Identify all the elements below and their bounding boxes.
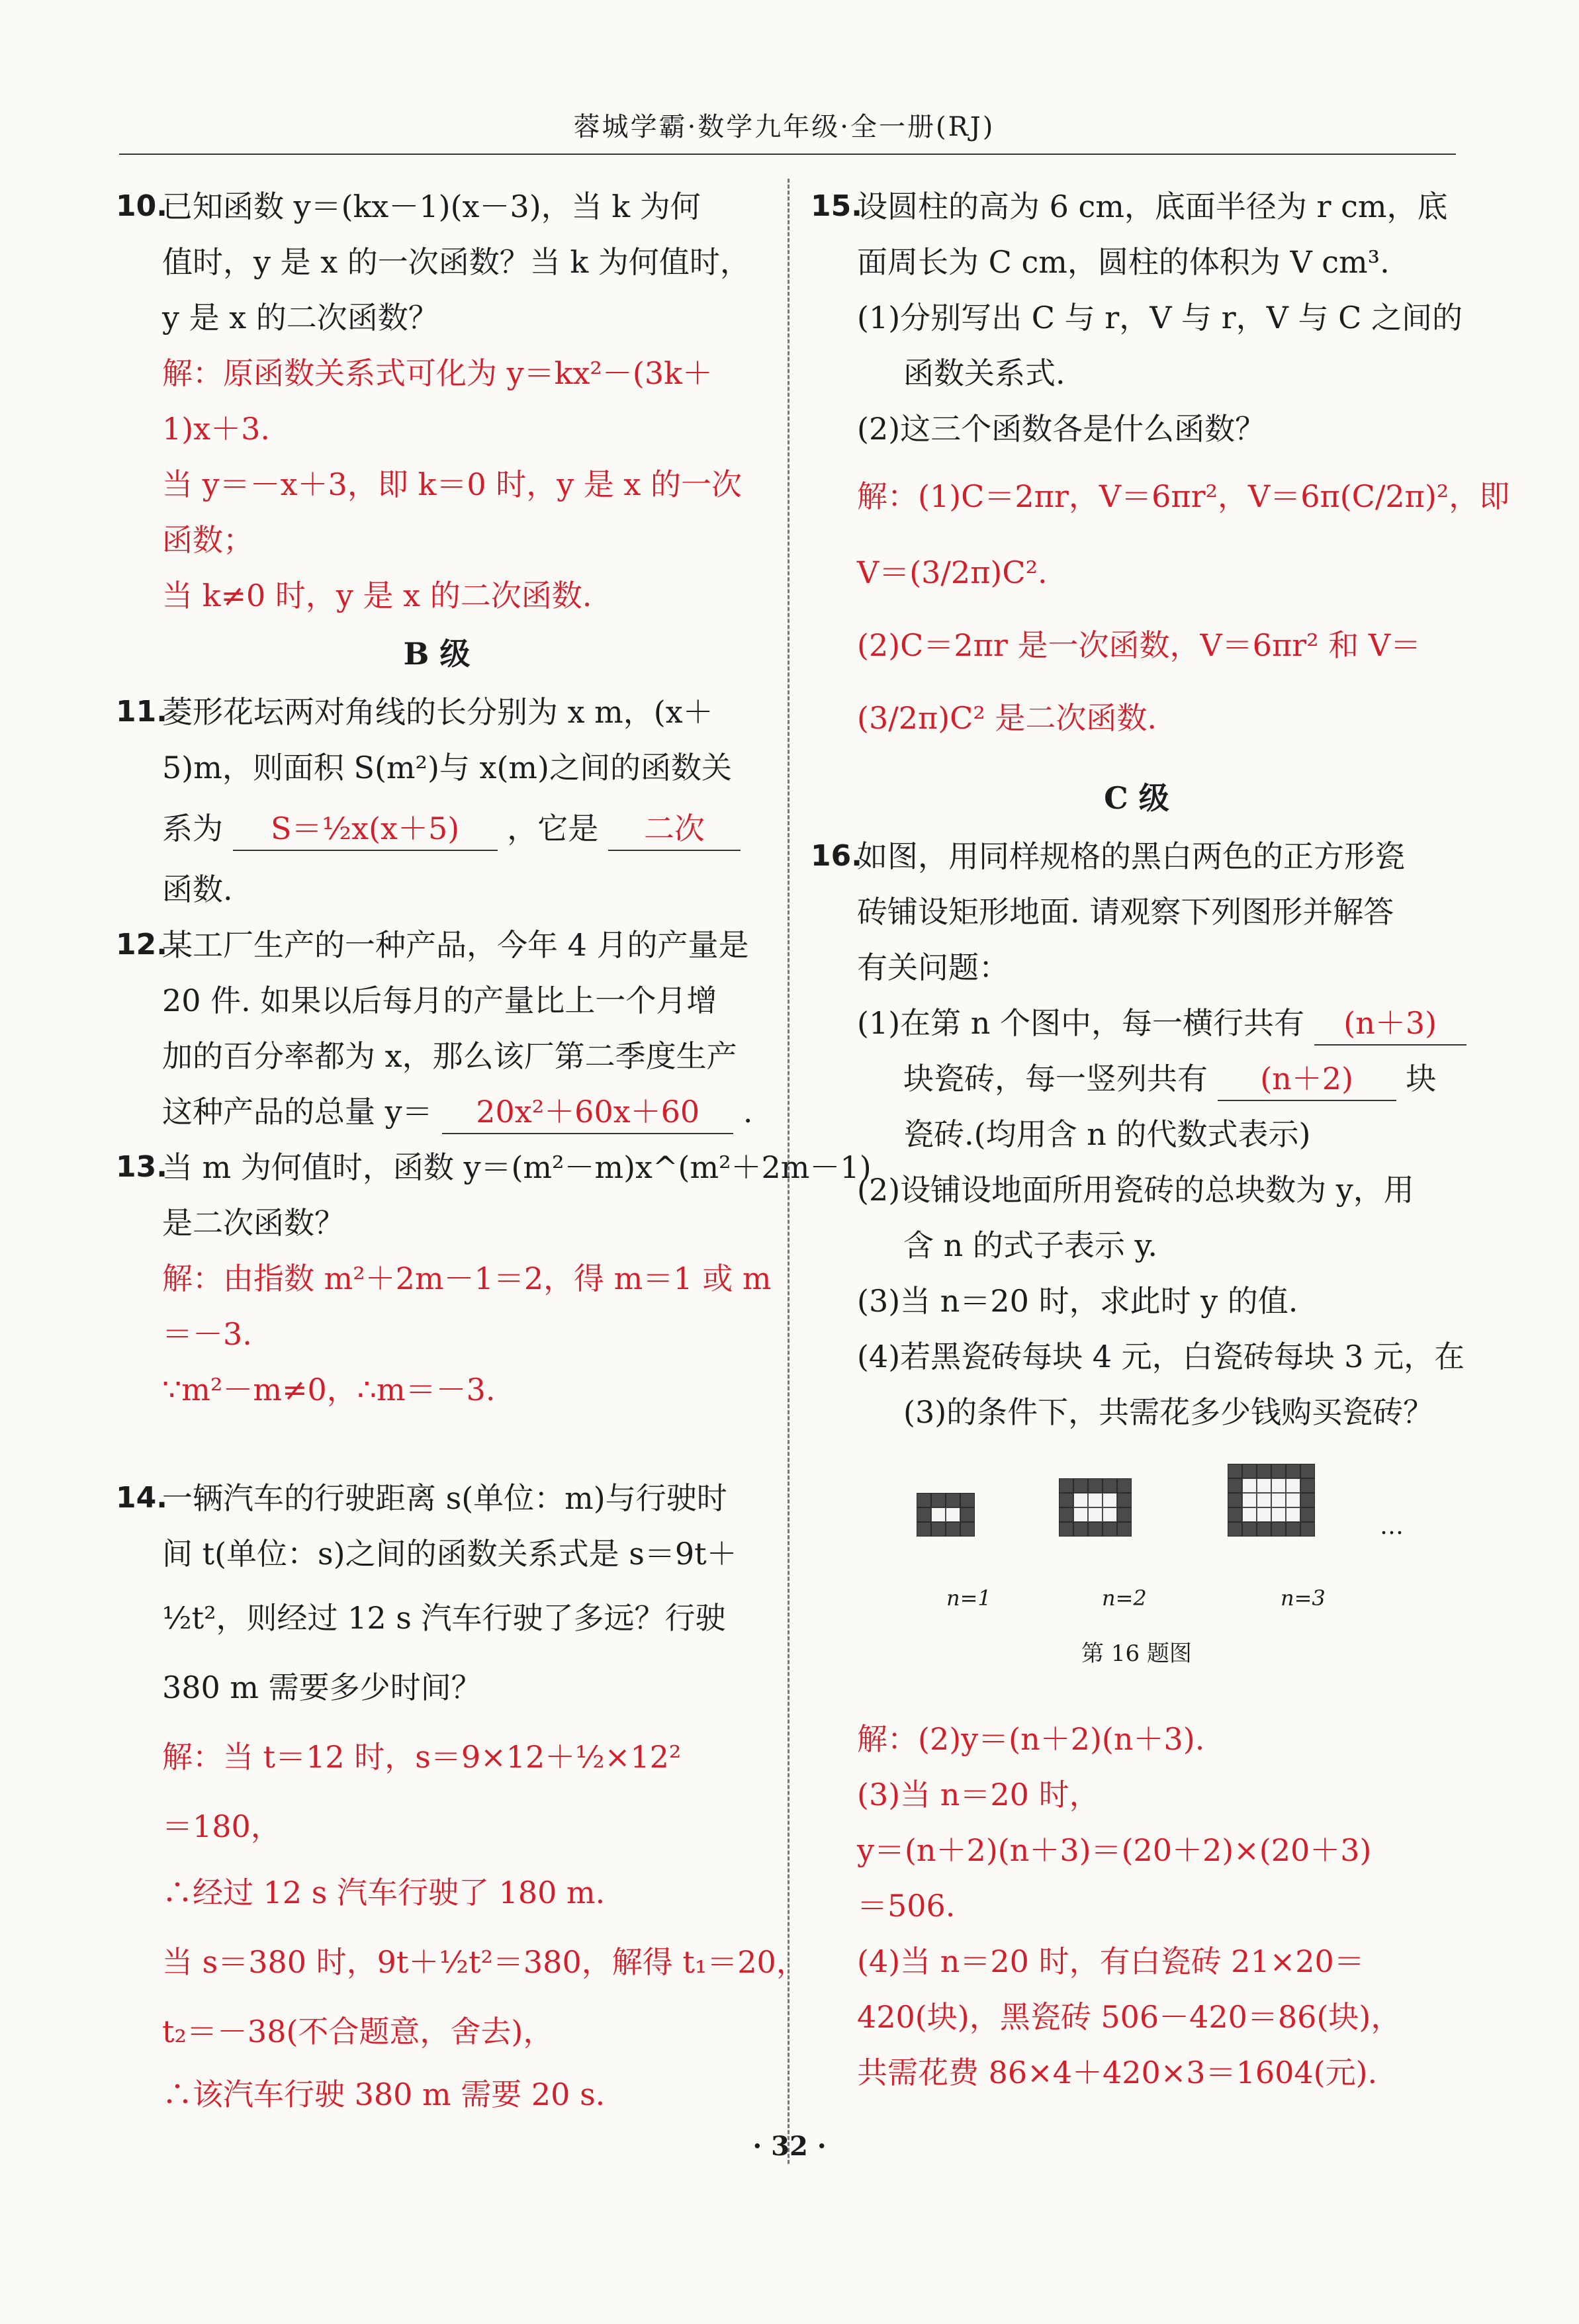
- white-tile: [1242, 1493, 1257, 1507]
- sub-question: (1)在第 n 个图中，每一横行共有: [857, 1005, 1305, 1041]
- question-12: [116, 917, 758, 1140]
- answer-blank: 20x²＋60x＋60: [442, 1091, 733, 1134]
- black-tile: [1228, 1464, 1242, 1478]
- answer-text: (2)C＝2πr 是一次函数，V＝6πr² 和 V＝: [857, 627, 1421, 663]
- black-tile: [1228, 1507, 1242, 1522]
- figure-label: n=3: [1281, 1586, 1326, 1611]
- sub-question: (2)设铺设地面所用瓷砖的总块数为 y，用: [857, 1172, 1414, 1208]
- question-text: 5)m，则面积 S(m²)与 x(m)之间的函数关: [162, 750, 732, 785]
- black-tile: [1257, 1522, 1271, 1537]
- level-c-heading: C 级: [1104, 780, 1169, 816]
- black-tile: [1059, 1478, 1073, 1493]
- black-tile: [917, 1522, 931, 1537]
- question-text: 面周长为 C cm，圆柱的体积为 V cm³.: [857, 244, 1390, 280]
- black-tile: [1117, 1493, 1132, 1507]
- answer-text: ∵m²－m≠0，∴m＝－3.: [162, 1372, 496, 1408]
- figure-label: n=1: [946, 1586, 991, 1611]
- question-text: 函数.: [162, 871, 233, 907]
- black-tile: [960, 1507, 975, 1522]
- black-tile: [1300, 1478, 1315, 1493]
- answer-text: 当 k≠0 时，y 是 x 的二次函数.: [162, 578, 592, 613]
- answer-text: V＝(3/2π)C².: [857, 555, 1048, 590]
- sub-question: (1)分别写出 C 与 r，V 与 r，V 与 C 之间的: [857, 300, 1463, 335]
- answer-text: y＝(n＋2)(n＋3)＝(20＋2)×(20＋3): [857, 1832, 1372, 1868]
- answer-blank: (n＋3): [1314, 1002, 1466, 1046]
- figure-label: n=2: [1102, 1586, 1147, 1611]
- black-tile: [1117, 1478, 1132, 1493]
- answer-blank: S＝½x(x＋5): [233, 807, 498, 851]
- answer-text: ∴经过 12 s 汽车行驶了 180 m.: [162, 1875, 606, 1910]
- question-text: 一辆汽车的行驶距离 s(单位：m)与行驶时: [162, 1480, 727, 1516]
- question-text: 当 m 为何值时，函数 y＝(m²－m)x^(m²＋2m－1): [162, 1149, 872, 1185]
- answer-text: 共需花费 86×4＋420×3＝1604(元).: [857, 2055, 1378, 2090]
- question-11: [116, 684, 758, 917]
- question-text: 设圆柱的高为 6 cm，底面半径为 r cm，底: [857, 189, 1448, 224]
- question-text: ，它是: [507, 811, 599, 846]
- question-text: 系为: [162, 811, 223, 846]
- question-number: 12.: [116, 928, 167, 961]
- black-tile: [1242, 1522, 1257, 1537]
- black-tile: [1059, 1507, 1073, 1522]
- tile-pattern-n1: [917, 1493, 975, 1537]
- answer-text: 1)x＋3.: [162, 411, 271, 447]
- level-b-heading: B 级: [403, 636, 471, 672]
- question-text: 如图，用同样规格的黑白两色的正方形瓷: [857, 838, 1405, 874]
- black-tile: [1103, 1522, 1117, 1537]
- figure-caption: 第 16 题图: [1081, 1640, 1192, 1667]
- sub-question: (3)当 n＝20 时，求此时 y 的值.: [857, 1283, 1298, 1319]
- answer-blank: 二次: [608, 807, 741, 851]
- black-tile: [1059, 1493, 1073, 1507]
- black-tile: [931, 1493, 946, 1507]
- black-tile: [1300, 1507, 1315, 1522]
- black-tile: [1073, 1522, 1088, 1537]
- white-tile: [1242, 1507, 1257, 1522]
- tile-pattern-n2: [1059, 1478, 1132, 1537]
- black-tile: [1073, 1478, 1088, 1493]
- black-tile: [1103, 1478, 1117, 1493]
- page-number: · 32 ·: [752, 2131, 827, 2162]
- question-16: [811, 828, 1463, 2100]
- question-13: [116, 1140, 872, 1417]
- black-tile: [1300, 1493, 1315, 1507]
- white-tile: [1286, 1493, 1300, 1507]
- answer-text: ＝－3.: [162, 1316, 252, 1352]
- question-number: 14.: [116, 1481, 167, 1515]
- question-text: 某工厂生产的一种产品，今年 4 月的产量是: [162, 927, 749, 963]
- answer-text: 420(块)，黑瓷砖 506－420＝86(块)，: [857, 1999, 1402, 2035]
- black-tile: [1257, 1464, 1271, 1478]
- question-15: [811, 179, 1510, 754]
- answer-text: ∴该汽车行驶 380 m 需要 20 s.: [162, 2077, 606, 2112]
- question-14: [116, 1470, 807, 2124]
- white-tile: [1088, 1507, 1103, 1522]
- answer-text: 解：当 t＝12 时，s＝9×12＋½×12²: [162, 1739, 682, 1775]
- black-tile: [1242, 1464, 1257, 1478]
- right-column: [811, 179, 1510, 2100]
- black-tile: [1300, 1522, 1315, 1537]
- white-tile: [1073, 1493, 1088, 1507]
- black-tile: [1088, 1522, 1103, 1537]
- answer-text: 函数；: [162, 522, 253, 558]
- black-tile: [917, 1493, 931, 1507]
- question-text: ½t²，则经过 12 s 汽车行驶了多远？行驶: [162, 1600, 726, 1636]
- header-rule: [119, 154, 1456, 155]
- question-text: y 是 x 的二次函数？: [162, 300, 439, 335]
- black-tile: [960, 1493, 975, 1507]
- white-tile: [1242, 1478, 1257, 1493]
- question-text: 380 m 需要多少时间？: [162, 1670, 482, 1705]
- answer-text: 当 s＝380 时，9t＋½t²＝380，解得 t₁＝20，: [162, 1944, 807, 1980]
- white-tile: [1286, 1507, 1300, 1522]
- black-tile: [946, 1493, 960, 1507]
- black-tile: [1228, 1478, 1242, 1493]
- white-tile: [1088, 1493, 1103, 1507]
- white-tile: [1286, 1478, 1300, 1493]
- running-header: 蓉城学霸·数学九年级·全一册(RJ): [573, 112, 995, 142]
- answer-text: 当 y＝－x＋3，即 k＝0 时，y 是 x 的一次: [162, 467, 742, 502]
- answer-text: ＝180，: [162, 1809, 281, 1844]
- question-text: .: [743, 1094, 753, 1130]
- white-tile: [1257, 1478, 1271, 1493]
- black-tile: [1117, 1522, 1132, 1537]
- question-text: 菱形花坛两对角线的长分别为 x m，(x＋: [162, 694, 713, 730]
- question-number: 13.: [116, 1150, 167, 1184]
- answer-text: (4)当 n＝20 时，有白瓷砖 21×20＝: [857, 1944, 1365, 1979]
- black-tile: [946, 1522, 960, 1537]
- question-number: 15.: [811, 189, 862, 223]
- white-tile: [1257, 1507, 1271, 1522]
- black-tile: [1228, 1522, 1242, 1537]
- answer-text: t₂＝－38(不合题意，舍去)，: [162, 2014, 554, 2049]
- answer-text: 解：(2)y＝(n＋2)(n＋3).: [857, 1721, 1205, 1757]
- question-number: 16.: [811, 839, 862, 873]
- answer-text: ＝506.: [857, 1888, 956, 1924]
- black-tile: [1088, 1478, 1103, 1493]
- black-tile: [1271, 1464, 1286, 1478]
- white-tile: [1073, 1507, 1088, 1522]
- sub-question: 含 n 的式子表示 y.: [903, 1228, 1157, 1263]
- question-text: 值时，y 是 x 的一次函数？当 k 为何值时，: [162, 244, 750, 280]
- white-tile: [1103, 1493, 1117, 1507]
- white-tile: [1271, 1493, 1286, 1507]
- black-tile: [1286, 1522, 1300, 1537]
- answer-text: (3)当 n＝20 时，: [857, 1777, 1100, 1812]
- black-tile: [931, 1522, 946, 1537]
- answer-text: (3/2π)C² 是二次函数.: [857, 700, 1157, 736]
- sub-question: (3)的条件下，共需花多少钱购买瓷砖？: [903, 1394, 1434, 1430]
- question-number: 10.: [116, 189, 167, 223]
- black-tile: [1300, 1464, 1315, 1478]
- white-tile: [931, 1507, 946, 1522]
- answer-text: 解：原函数关系式可化为 y＝kx²－(3k＋: [162, 355, 713, 391]
- question-text: 有关问题：: [857, 950, 1009, 985]
- black-tile: [1117, 1507, 1132, 1522]
- sub-question: (4)若黑瓷砖每块 4 元，白瓷砖每块 3 元，在: [857, 1339, 1465, 1374]
- black-tile: [1286, 1464, 1300, 1478]
- black-tile: [1271, 1522, 1286, 1537]
- answer-text: 解：(1)C＝2πr，V＝6πr²，V＝6π(C/2π)²，即: [857, 478, 1510, 514]
- question-10: [116, 179, 758, 623]
- white-tile: [1271, 1507, 1286, 1522]
- sub-question: 块瓷砖，每一竖列共有: [903, 1061, 1208, 1096]
- sub-question: 瓷砖.(均用含 n 的代数式表示): [903, 1116, 1311, 1152]
- question-text: 间 t(单位：s)之间的函数关系式是 s＝9t＋: [162, 1536, 737, 1572]
- answer-blank: (n＋2): [1218, 1057, 1396, 1101]
- white-tile: [1257, 1493, 1271, 1507]
- tile-figure: [811, 1453, 1463, 1711]
- sub-question: 块: [1406, 1061, 1437, 1096]
- black-tile: [917, 1507, 931, 1522]
- question-text: 已知函数 y＝(kx－1)(x－3)，当 k 为何: [162, 189, 701, 224]
- question-text: 砖铺设矩形地面. 请观察下列图形并解答: [857, 894, 1394, 930]
- answer-text: 解：由指数 m²＋2m－1＝2，得 m＝1 或 m: [162, 1261, 772, 1296]
- question-text: 这种产品的总量 y＝: [162, 1094, 433, 1130]
- sub-question: (2)这三个函数各是什么函数？: [857, 411, 1266, 447]
- black-tile: [1228, 1493, 1242, 1507]
- question-number: 11.: [116, 695, 167, 729]
- question-text: 加的百分率都为 x，那么该厂第二季度生产: [162, 1038, 737, 1074]
- white-tile: [1271, 1478, 1286, 1493]
- question-text: 是二次函数？: [162, 1205, 345, 1241]
- tile-pattern-n3: [1228, 1464, 1315, 1537]
- black-tile: [960, 1522, 975, 1537]
- white-tile: [1103, 1507, 1117, 1522]
- question-text: 20 件. 如果以后每月的产量比上一个月增: [162, 983, 717, 1018]
- white-tile: [946, 1507, 960, 1522]
- ellipsis: …: [1380, 1513, 1404, 1540]
- black-tile: [1059, 1522, 1073, 1537]
- sub-question: 函数关系式.: [903, 355, 1065, 391]
